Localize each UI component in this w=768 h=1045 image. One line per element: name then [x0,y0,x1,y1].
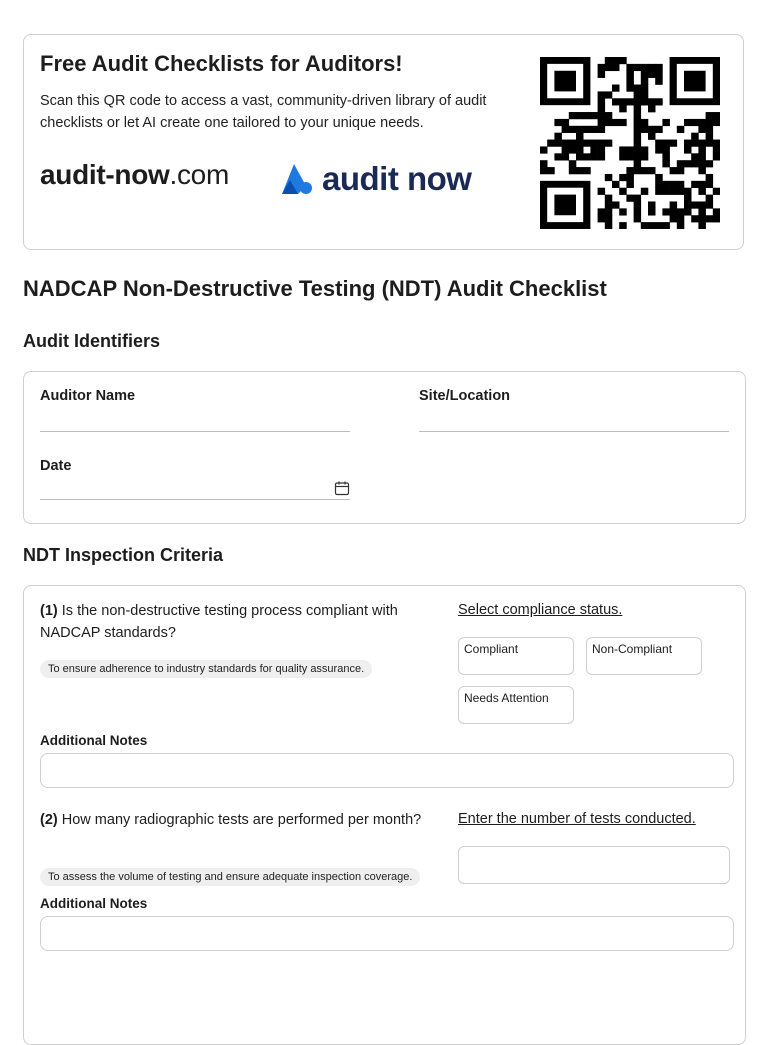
option-needs-attention[interactable]: Needs Attention [458,686,574,724]
qr-code-icon [540,57,720,229]
question-1-number: (1) [40,603,58,619]
section-title-audit-identifiers: Audit Identifiers [23,331,161,351]
question-2-notes-input[interactable] [40,916,734,951]
question-1-hint: To ensure adherence to industry standards for quality assurance. [40,660,372,678]
question-1-notes-input[interactable] [40,753,734,788]
calendar-icon[interactable] [334,480,350,496]
question-2-body: How many radiographic tests are performed per month? [61,812,422,828]
audit-now-logo-text: audit now [322,160,472,197]
question-2-notes-label: Additional Notes [40,896,148,911]
promo-text: Scan this QR code to access a vast, community-driven library of audit checklists or let AI create one tailored to your unique needs. [40,93,487,131]
page-title: NADCAP Non-Destructive Testing (NDT) Audit Checklist [23,276,607,301]
question-2-instruction[interactable]: Enter the number of tests conducted. [458,811,696,827]
question-2-text [40,809,430,831]
question-1-notes-label: Additional Notes [40,733,148,748]
question-1-text [40,600,430,644]
audit-now-logo-mark-icon [276,162,316,196]
auditor-name-label: Auditor Name [40,388,136,404]
audit-identifiers-card [23,371,746,524]
audit-now-logo [276,159,471,199]
ndt-criteria-card [23,585,746,1045]
auditor-name-field[interactable] [40,431,350,432]
promo-banner [23,34,744,250]
option-non-compliant[interactable]: Non-Compliant [586,637,702,675]
promo-url[interactable] [40,159,229,191]
question-2-hint: To assess the volume of testing and ensure adequate inspection coverage. [40,868,420,886]
radiographic-tests-count-input[interactable] [458,846,730,884]
site-location-field[interactable] [419,431,729,432]
date-label: Date [40,458,72,474]
question-2-number: (2) [40,812,58,828]
section-title-ndt-inspection-criteria: NDT Inspection Criteria [23,545,224,565]
date-field[interactable] [40,499,350,500]
promo-url-domain: audit-now [40,159,170,190]
option-compliant[interactable]: Compliant [458,637,574,675]
promo-url-tld: .com [169,159,229,190]
promo-title: Free Audit Checklists for Auditors! [40,51,403,76]
site-location-label: Site/Location [419,388,511,404]
question-1-body: Is the non-destructive testing process compliant with NADCAP standards? [40,603,398,641]
question-1-instruction[interactable]: Select compliance status. [458,602,623,618]
